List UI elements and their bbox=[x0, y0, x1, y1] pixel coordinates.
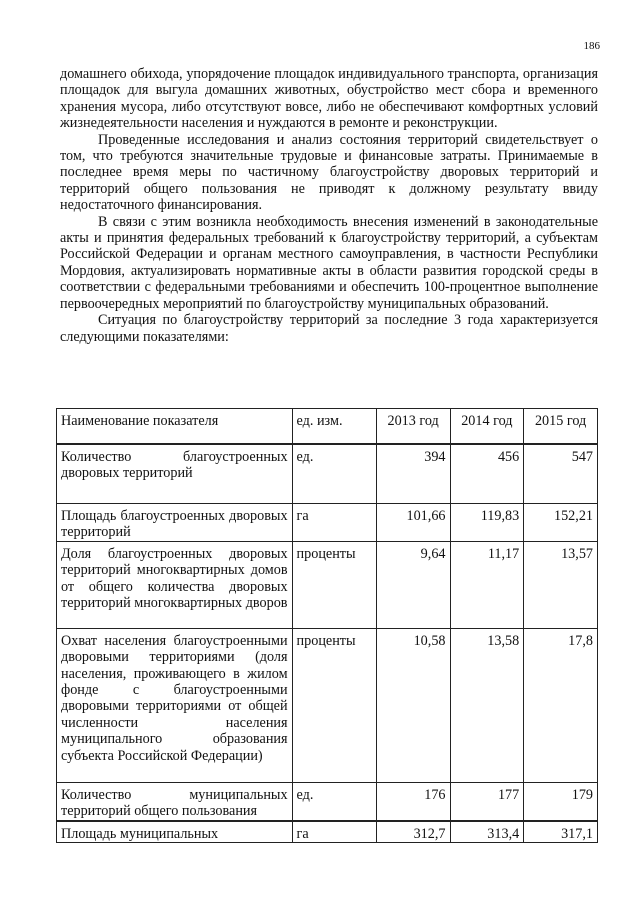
row-name: Площадь благоустроенных дворовых территорий bbox=[57, 504, 293, 542]
row-unit: ед. bbox=[292, 444, 376, 504]
paragraph: домашнего обихода, упорядочение площадок индивидуального транспорта, организация площадок для выгула домашних животных, обустройство мест сбора и временного хранения мусора, либо отсутствуют вовсе, либо не обеспечивают комфортных условий жизнедеятельности населения и нуждаются в ремонте и реконструкции. bbox=[60, 66, 598, 132]
row-name: Количество благоустроенных дворовых территорий bbox=[57, 444, 293, 504]
table-header-row bbox=[57, 409, 598, 445]
header-2014: 2014 год bbox=[450, 409, 524, 445]
row-value-2013: 10,58 bbox=[376, 628, 450, 782]
table-row bbox=[57, 541, 598, 628]
table-row bbox=[57, 821, 598, 843]
row-value-2013: 101,66 bbox=[376, 504, 450, 542]
row-unit: ед. bbox=[292, 782, 376, 820]
row-name: Доля благоустроенных дворовых территорий многоквартирных домов от общего количества дворовых территорий многоквартирных дворов bbox=[57, 541, 293, 628]
header-2013: 2013 год bbox=[376, 409, 450, 445]
row-value-2015: 13,57 bbox=[524, 541, 598, 628]
row-unit: проценты bbox=[292, 541, 376, 628]
row-unit: проценты bbox=[292, 628, 376, 782]
header-unit: ед. изм. bbox=[292, 409, 376, 445]
row-value-2014: 119,83 bbox=[450, 504, 524, 542]
row-value-2014: 13,58 bbox=[450, 628, 524, 782]
table-row bbox=[57, 628, 598, 782]
row-value-2014: 313,4 bbox=[450, 821, 524, 843]
body-text bbox=[60, 66, 598, 345]
row-unit: га bbox=[292, 821, 376, 843]
row-name: Количество муниципальных территорий общего пользования bbox=[57, 782, 293, 820]
row-value-2013: 312,7 bbox=[376, 821, 450, 843]
row-value-2015: 152,21 bbox=[524, 504, 598, 542]
paragraph: Проведенные исследования и анализ состояния территорий свидетельствует о том, что требуются значительные трудовые и финансовые затраты. Принимаемые в последнее время меры по частичному благоустройству дворовых территорий и территорий общего пользования не приводят к должному результату ввиду недостаточного финансирования. bbox=[60, 131, 598, 214]
table-row bbox=[57, 782, 598, 820]
table-row bbox=[57, 444, 598, 504]
row-name: Площадь муниципальных bbox=[57, 821, 293, 843]
row-name: Охват населения благоустроенными дворовыми территориями (доля населения, проживающего в жилом фонде с благоустроенными дворовыми территориями от общей численности населения муниципального образования субъекта Российской Федерации) bbox=[57, 628, 293, 782]
row-value-2015: 317,1 bbox=[524, 821, 598, 843]
table-row bbox=[57, 504, 598, 542]
row-value-2015: 547 bbox=[524, 444, 598, 504]
paragraph: Ситуация по благоустройству территорий за последние 3 года характеризуется следующими показателями: bbox=[60, 312, 598, 345]
row-value-2015: 179 bbox=[524, 782, 598, 820]
row-value-2014: 11,17 bbox=[450, 541, 524, 628]
row-unit: га bbox=[292, 504, 376, 542]
header-2015: 2015 год bbox=[524, 409, 598, 445]
row-value-2014: 177 bbox=[450, 782, 524, 820]
header-name: Наименование показателя bbox=[57, 409, 293, 445]
indicators-table bbox=[56, 408, 598, 843]
paragraph: В связи с этим возникла необходимость внесения изменений в законодательные акты и принятия федеральных требований к благоустройству территорий, а субъектам Российской Федерации и органам местного самоуправления, в частности Республики Мордовия, актуализировать нормативные акты в области развития городской среды в соответствии с федеральными требованиями и обеспечить 100-процентное выполнение первоочередных мероприятий по благоустройству муниципальных образований. bbox=[60, 213, 598, 312]
row-value-2013: 394 bbox=[376, 444, 450, 504]
row-value-2013: 9,64 bbox=[376, 541, 450, 628]
row-value-2013: 176 bbox=[376, 782, 450, 820]
page-number: 186 bbox=[583, 40, 600, 52]
row-value-2015: 17,8 bbox=[524, 628, 598, 782]
row-value-2014: 456 bbox=[450, 444, 524, 504]
